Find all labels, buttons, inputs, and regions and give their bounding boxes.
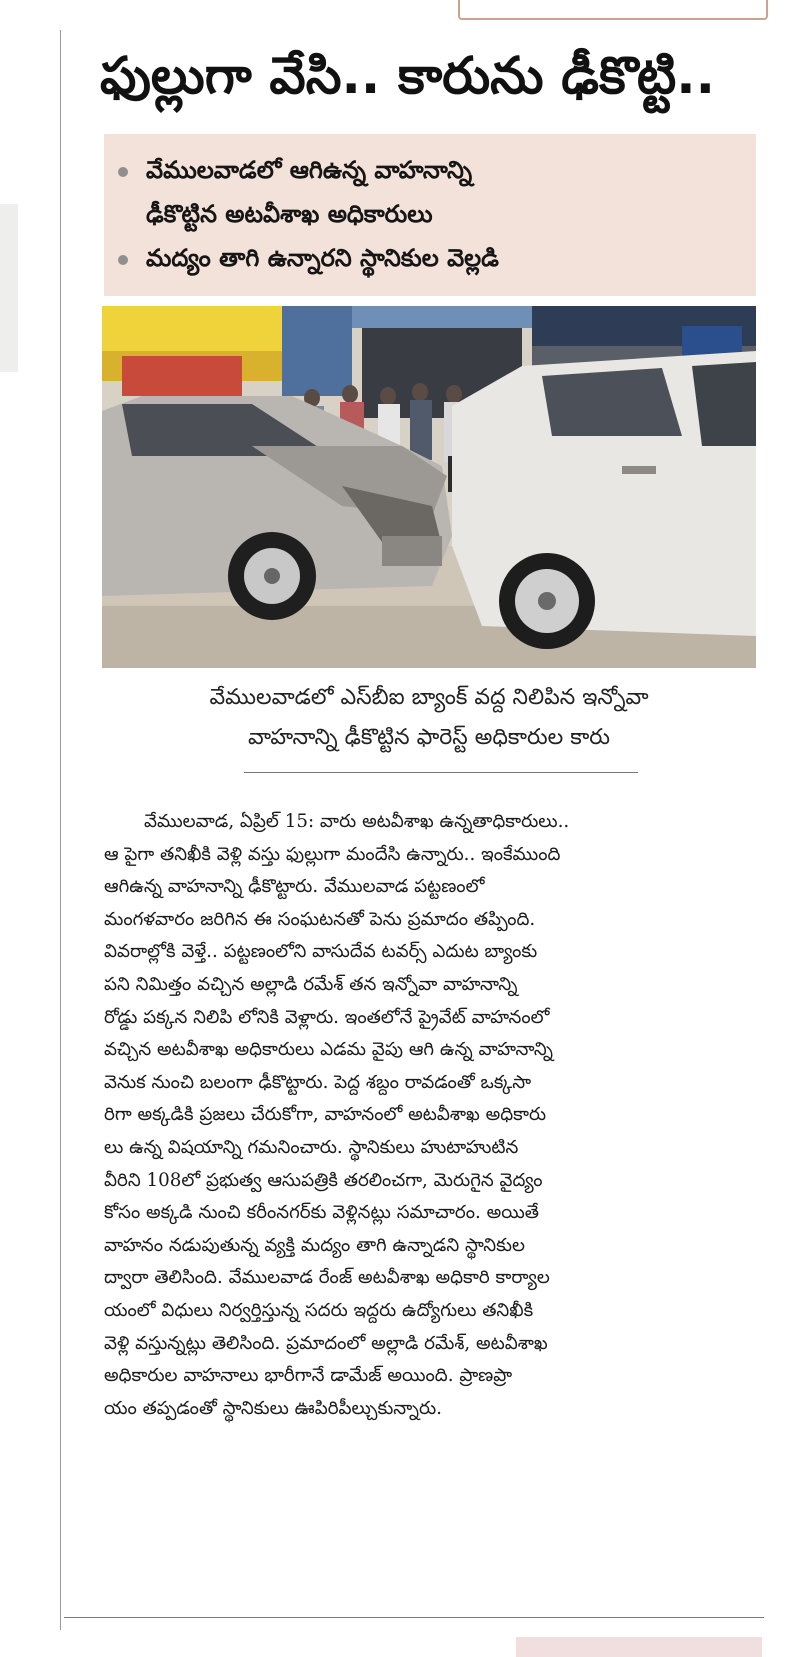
- body-line: కోసం అక్కడి నుంచి కరీంనగర్‌కు వెళ్లినట్లు సమాచారం. అయితే: [104, 1202, 539, 1224]
- adjacent-article-box: [516, 1637, 762, 1657]
- body-line: రోడ్డు పక్కన నిలిపి లోనికి వెళ్లారు. ఇంతలోనే ప్రైవేట్ వాహనంలో: [104, 1006, 550, 1028]
- column-rule: [60, 30, 61, 1630]
- caption-divider: [244, 772, 638, 773]
- body-line: రిగా అక్కడికి ప్రజలు చేరుకోగా, వాహనంలో అటవీశాఖ అధికారు: [104, 1104, 547, 1126]
- body-line: పని నిమిత్తం వచ్చిన అల్లాడి రమేశ్ తన ఇన్నోవా వాహనాన్ని: [104, 973, 518, 995]
- body-line: ఆ పైగా తనిఖీకి వెళ్లి వస్తు ఫుల్లుగా మందేసి ఉన్నారు.. ఇంకేముంది: [104, 843, 561, 865]
- body-line: వేములవాడ, ఏప్రిల్ 15: వారు అటవీశాఖ ఉన్నతాధికారులు..: [144, 811, 570, 832]
- body-line: మంగళవారం జరిగిన ఈ సంఘటనతో పెను ప్రమాదం తప్పింది.: [104, 908, 536, 930]
- headline: ఫుల్లుగా వేసి.. కారును ఢీకొట్టి..: [100, 47, 715, 106]
- article-body: [104, 806, 758, 1425]
- body-line: వెళ్లి వస్తున్నట్లు తెలిసింది. ప్రమాదంలో అల్లాడి రమేశ్, అటవీశాఖ: [104, 1332, 548, 1354]
- body-line: వీరిని 108లో ప్రభుత్వ ఆసుపత్రికి తరలించగా, మెరుగైన వైద్యం: [104, 1169, 543, 1191]
- body-line: యంలో విధులు నిర్వర్తిస్తున్న సదరు ఇద్దరు ఉద్యోగులు తనిఖీకి: [104, 1299, 534, 1321]
- highlights-box: [104, 134, 756, 296]
- body-line: వాహనం నడుపుతున్న వ్యక్తి మద్యం తాగి ఉన్నాడని స్థానికుల: [104, 1234, 525, 1256]
- caption-line: వేములవాడలో ఎస్‌బీఐ బ్యాంక్ వద్ద నిలిపిన ఇన్నోవా: [209, 685, 649, 710]
- highlight-item: [104, 148, 756, 192]
- caption-line: వాహనాన్ని ఢీకొట్టిన ఫారెస్ట్ అధికారుల కారు: [248, 725, 610, 750]
- photo-caption: [102, 678, 756, 758]
- body-line: ఆగిఉన్న వాహనాన్ని ఢీకొట్టారు. వేములవాడ పట్టణంలో: [104, 876, 485, 898]
- bottom-rule: [64, 1617, 764, 1618]
- body-line: ద్వారా తెలిసింది. వేములవాడ రేంజ్ అటవీశాఖ అధికారి కార్యాల: [104, 1267, 550, 1289]
- body-line: వచ్చిన అటవీశాఖ అధికారులు ఎడమ వైపు ఆగి ఉన్న వాహనాన్ని: [104, 1039, 553, 1061]
- body-line: వివరాల్లోకి వెళ్తే.. పట్టణంలోని వాసుదేవ టవర్స్ ఎదుట బ్యాంకు: [104, 941, 538, 963]
- adjacent-article-frame: [458, 0, 768, 20]
- highlight-item-continued: [104, 192, 756, 236]
- bullet-icon: [118, 167, 128, 177]
- highlight-text: మద్యం తాగి ఉన్నారని స్థానికుల వెల్లడి: [146, 244, 499, 272]
- accident-photo: [102, 306, 756, 668]
- body-line: లు ఉన్న విషయాన్ని గమనించారు. స్థానికులు హుటాహుటిన: [104, 1136, 519, 1158]
- body-line: యం తప్పడంతో స్థానికులు ఊపిరిపీల్చుకున్నారు.: [104, 1397, 442, 1419]
- adjacent-column-edge: [0, 0, 22, 1651]
- body-line: వెనుక నుంచి బలంగా ఢీకొట్టారు. పెద్ద శబ్దం రావడంతో ఒక్కసా: [104, 1071, 532, 1093]
- adjacent-column-box: [0, 204, 18, 372]
- highlight-item: [104, 236, 756, 280]
- bullet-icon: [118, 255, 128, 265]
- highlight-text: ఢీకొట్టిన అటవీశాఖ అధికారులు: [146, 200, 433, 228]
- highlight-text: వేములవాడలో ఆగిఉన్న వాహనాన్ని: [146, 156, 473, 184]
- body-line: అధికారుల వాహనాలు భారీగానే డామేజ్ అయింది. ప్రాణప్రా: [104, 1365, 513, 1387]
